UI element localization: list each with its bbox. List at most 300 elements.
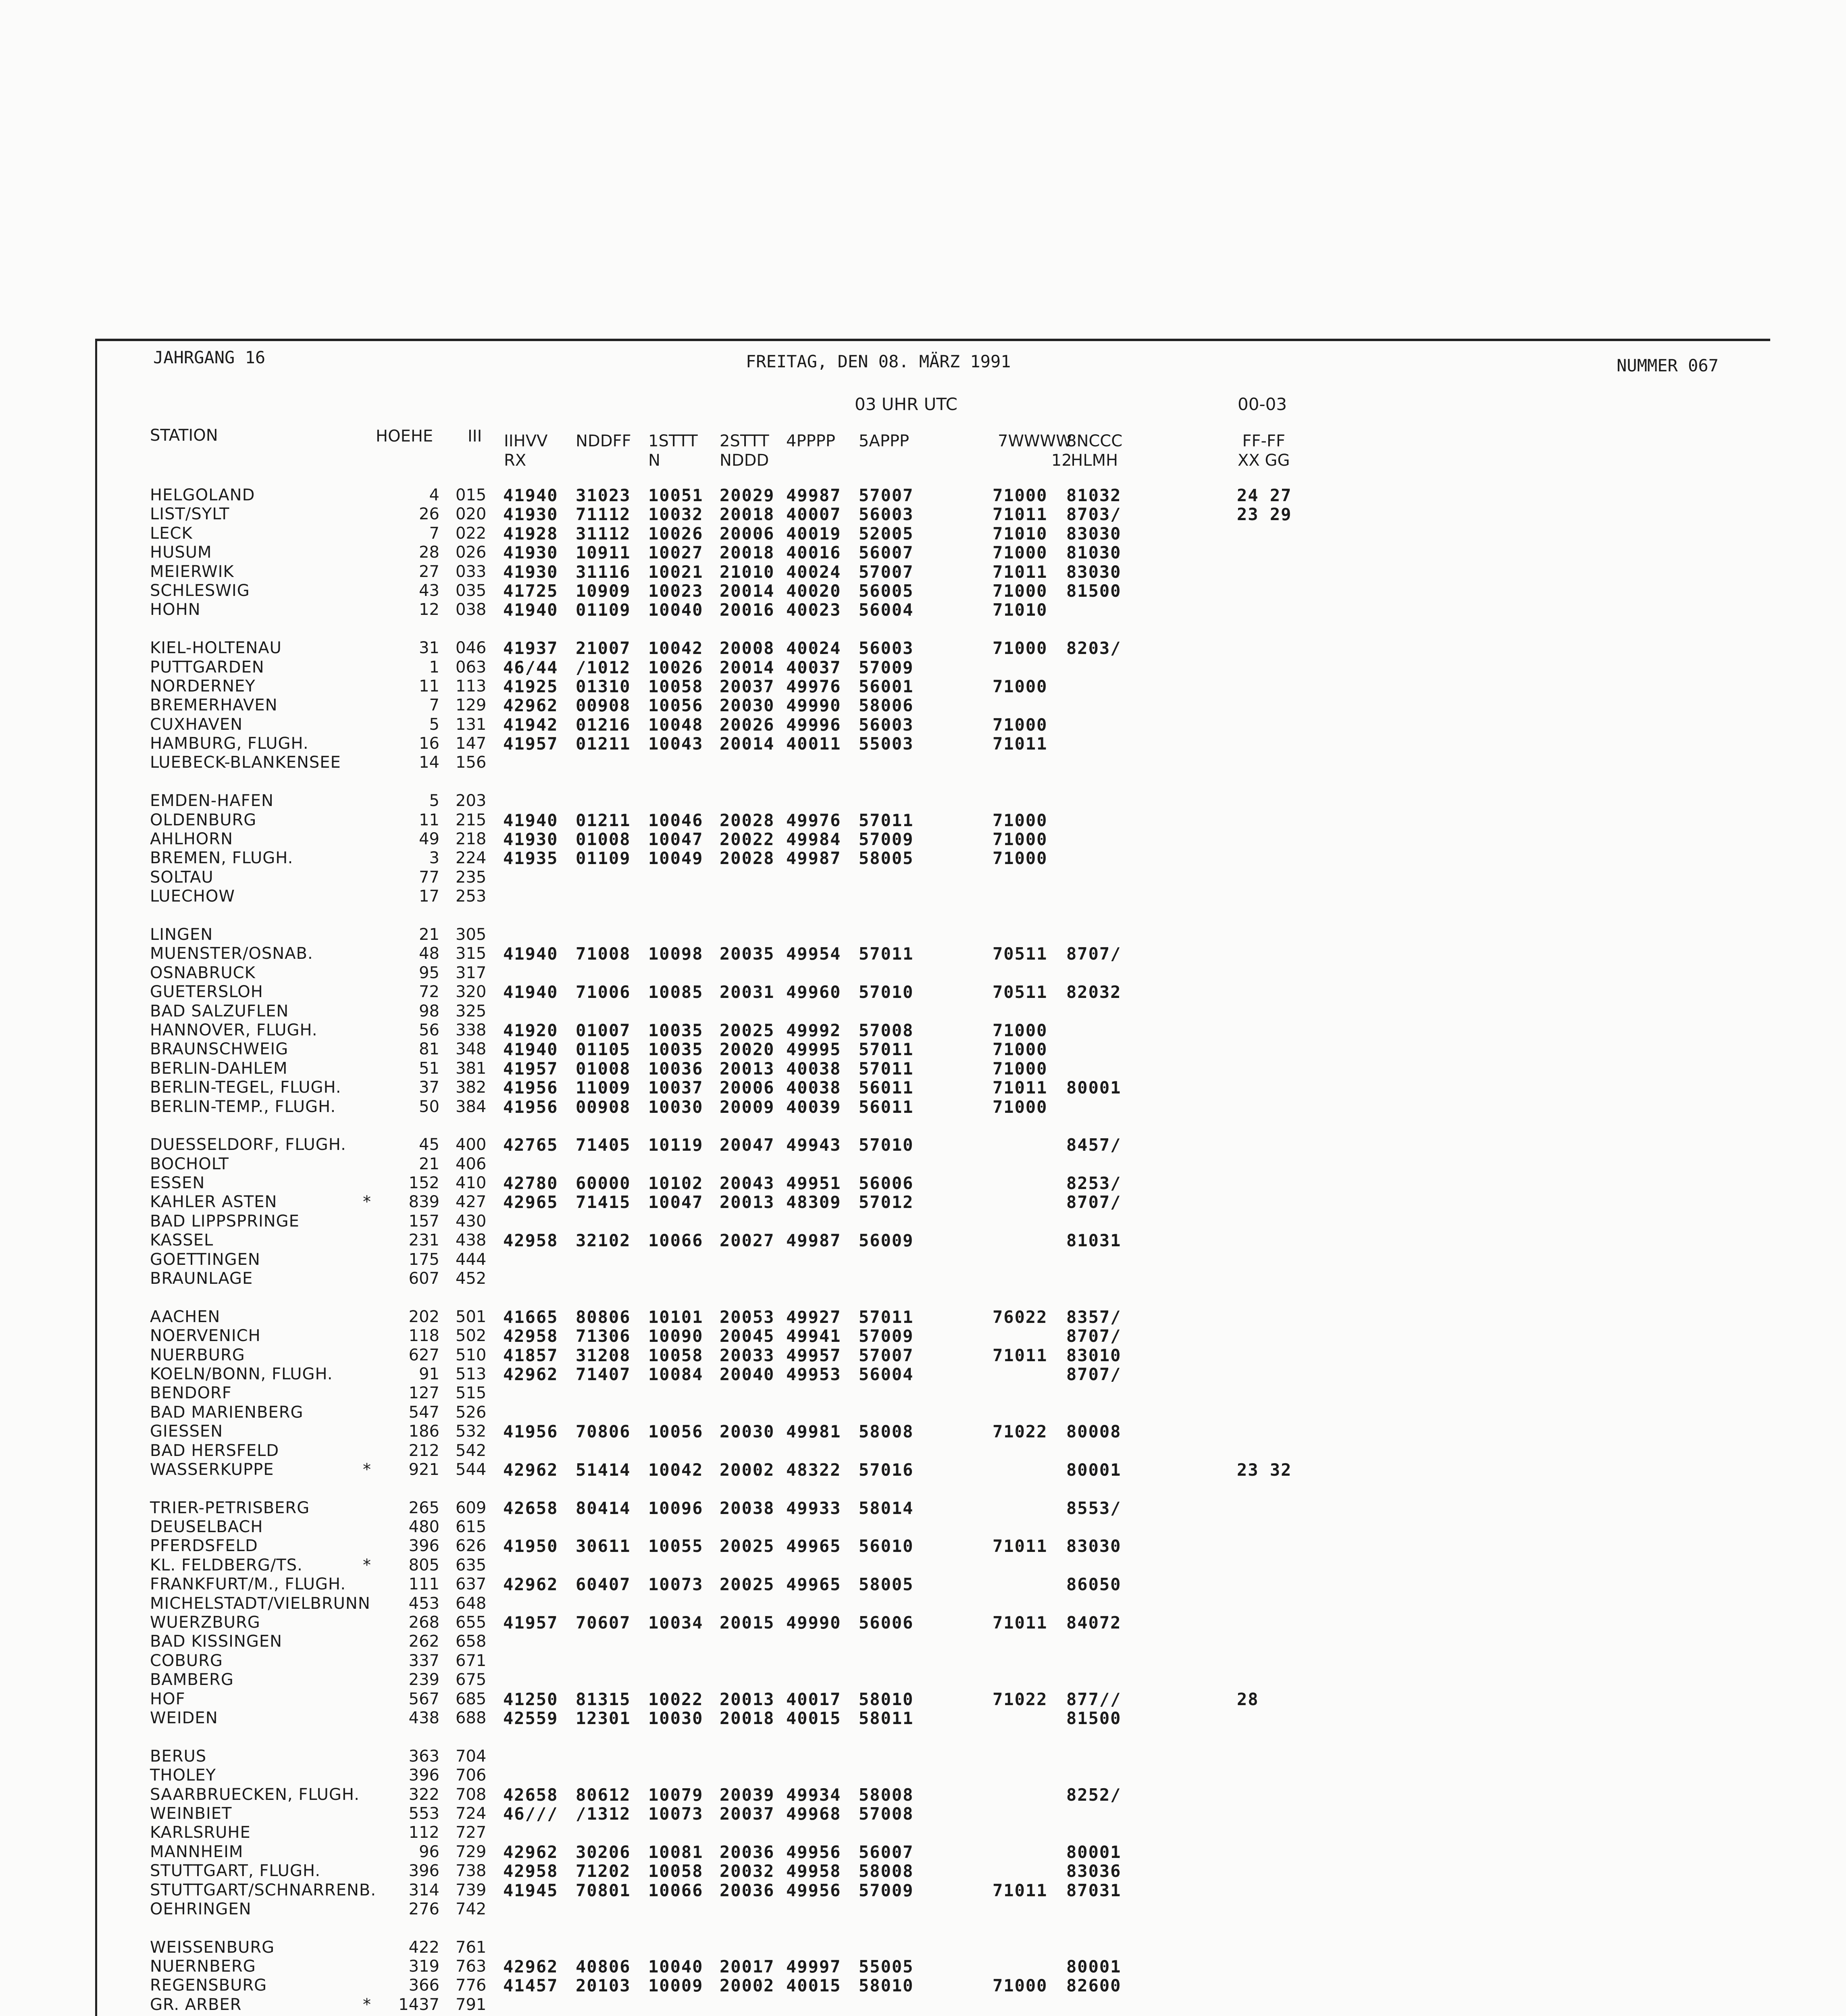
date-label: FREITAG, DEN 08. MÄRZ 1991: [746, 352, 1011, 371]
station-name: OSNABRUCK: [150, 963, 256, 982]
obs-group-6: 56004: [859, 1364, 914, 1384]
station-height: 396: [408, 1766, 439, 1785]
obs-group-7: 71000: [993, 810, 1048, 830]
obs-group-6: 57011: [859, 1058, 914, 1079]
obs-group-8: 8707/: [1066, 944, 1122, 964]
obs-group-3: 10058: [648, 676, 703, 696]
table-row: [0, 1098, 1846, 1116]
station-name: BERUS: [150, 1747, 207, 1766]
station-name: NOERVENICH: [150, 1327, 261, 1345]
station-height: 14: [419, 753, 439, 772]
obs-group-4: 20025: [720, 1020, 775, 1040]
obs-group-6: 56003: [859, 504, 914, 525]
obs-group-2: 30611: [576, 1536, 631, 1556]
station-height: 480: [408, 1518, 439, 1537]
table-row: [0, 753, 1846, 772]
obs-group-4: 20033: [720, 1345, 775, 1365]
station-name: FRANKFURT/M., FLUGH.: [150, 1575, 346, 1594]
obs-group-6: 58010: [859, 1689, 914, 1709]
table-row: [0, 1155, 1846, 1174]
obs-group-4: 20002: [720, 1976, 775, 1996]
obs-group-6: 52005: [859, 523, 914, 544]
obs-group-6: 57012: [859, 1192, 914, 1212]
obs-group-7: 71000: [993, 829, 1048, 850]
table-row: [0, 811, 1846, 830]
table-row: [0, 1365, 1846, 1384]
obs-group-6: 57011: [859, 944, 914, 964]
obs-group-2: 01310: [576, 676, 631, 696]
station-name: BERLIN-TEMP., FLUGH.: [150, 1097, 336, 1116]
station-height: 202: [408, 1307, 439, 1326]
obs-group-5: 40024: [786, 562, 841, 582]
obs-group-3: 10009: [648, 1976, 703, 1996]
station-name: WEISSENBURG: [150, 1938, 275, 1957]
obs-group-5: 49995: [786, 1039, 841, 1060]
station-height: 11: [419, 810, 439, 829]
obs-group-8: 8703/: [1066, 504, 1122, 525]
obs-group-8: 80001: [1066, 1957, 1122, 1977]
station-index: 320: [456, 983, 487, 1002]
station-name: KL. FELDBERG/TS.: [150, 1556, 303, 1574]
station-name: LUEBECK-BLANKENSEE: [150, 753, 341, 772]
obs-group-4: 20025: [720, 1536, 775, 1556]
obs-group-6: 57007: [859, 562, 914, 582]
col-g9: FF-FF XX GG: [1238, 432, 1290, 470]
obs-group-4: 20027: [720, 1231, 775, 1251]
station-height: 366: [408, 1976, 439, 1995]
obs-group-6: 55003: [859, 734, 914, 754]
obs-group-4: 20014: [720, 734, 775, 754]
obs-group-2: 60407: [576, 1574, 631, 1595]
obs-group-5: 49968: [786, 1804, 841, 1824]
obs-group-5: 40023: [786, 600, 841, 620]
obs-group-2: 11009: [576, 1078, 631, 1098]
station-name: BERLIN-TEGEL, FLUGH.: [150, 1078, 341, 1097]
obs-group-2: 71202: [576, 1861, 631, 1881]
obs-group-2: 01216: [576, 714, 631, 735]
obs-group-7: 71000: [993, 1020, 1048, 1040]
station-index: 742: [456, 1899, 487, 1918]
table-row: [0, 677, 1846, 696]
obs-group-4: 20036: [720, 1880, 775, 1900]
obs-group-3: 10085: [648, 982, 703, 1002]
obs-group-1: 41920: [503, 1020, 558, 1040]
obs-group-3: 10056: [648, 696, 703, 716]
station-index: 791: [456, 1995, 487, 2014]
station-name: KASSEL: [150, 1231, 214, 1250]
obs-group-2: 10911: [576, 543, 631, 563]
obs-group-7: 71010: [993, 523, 1048, 544]
obs-group-5: 49990: [786, 1613, 841, 1633]
table-row: [0, 1766, 1846, 1785]
station-name: BAD LIPPSPRINGE: [150, 1212, 300, 1231]
table-row: [0, 1881, 1846, 1900]
obs-group-3: 10035: [648, 1039, 703, 1060]
obs-group-3: 10066: [648, 1231, 703, 1251]
station-height: 77: [419, 868, 439, 887]
group-spacer: [0, 1728, 1846, 1747]
obs-group-4: 20037: [720, 1804, 775, 1824]
obs-group-1: 41665: [503, 1307, 558, 1327]
table-row: [0, 1537, 1846, 1556]
obs-group-6: 57007: [859, 485, 914, 505]
obs-group-1: 41930: [503, 543, 558, 563]
obs-group-3: 10084: [648, 1364, 703, 1384]
station-name: MEIERWIK: [150, 562, 234, 581]
obs-group-3: 10058: [648, 1345, 703, 1365]
station-index: 235: [456, 868, 487, 887]
station-name: HOHN: [150, 600, 201, 619]
col-g4: 2STTT NDDD: [720, 432, 769, 470]
obs-group-6: 58008: [859, 1422, 914, 1442]
obs-group-7: 71000: [993, 676, 1048, 696]
obs-group-4: 20002: [720, 1460, 775, 1480]
obs-group-1: 42962: [503, 1957, 558, 1977]
obs-group-6: 58011: [859, 1708, 914, 1728]
mountain-station-mark: *: [363, 1556, 371, 1574]
obs-group-7: 71011: [993, 504, 1048, 525]
table-row: [0, 1785, 1846, 1804]
obs-group-1: 41940: [503, 485, 558, 505]
col-g7: 7WWWW 12: [998, 432, 1072, 470]
station-name: WUERZBURG: [150, 1613, 260, 1632]
obs-group-8: 83036: [1066, 1861, 1122, 1881]
station-height: 276: [408, 1899, 439, 1918]
station-height: 152: [408, 1174, 439, 1193]
obs-group-6: 58014: [859, 1498, 914, 1518]
obs-group-4: 20017: [720, 1957, 775, 1977]
station-index: 763: [456, 1957, 487, 1976]
table-row: [0, 1346, 1846, 1365]
obs-group-2: 01105: [576, 1039, 631, 1060]
obs-group-4: 20008: [720, 638, 775, 658]
obs-group-8: 8253/: [1066, 1173, 1122, 1193]
obs-group-7: 71022: [993, 1422, 1048, 1442]
station-height: 422: [408, 1938, 439, 1957]
table-row: [0, 1499, 1846, 1518]
table-row: [0, 600, 1846, 619]
obs-group-5: 40011: [786, 734, 841, 754]
station-index: 739: [456, 1881, 487, 1899]
table-row: [0, 1212, 1846, 1231]
station-index: 671: [456, 1651, 487, 1670]
obs-group-5: 49953: [786, 1364, 841, 1384]
obs-group-4: 20022: [720, 829, 775, 850]
station-name: HANNOVER, FLUGH.: [150, 1020, 318, 1039]
table-row: [0, 1327, 1846, 1345]
col-g3: 1STTT N: [648, 432, 698, 470]
obs-group-6: 57009: [859, 1880, 914, 1900]
station-index: 410: [456, 1174, 487, 1193]
station-index: 626: [456, 1537, 487, 1556]
station-name: PUTTGARDEN: [150, 658, 264, 677]
station-index: 515: [456, 1384, 487, 1403]
obs-group-6: 56005: [859, 581, 914, 601]
mountain-station-mark: *: [363, 1193, 371, 1212]
obs-group-8: 86050: [1066, 1574, 1122, 1595]
obs-group-3: 10040: [648, 1957, 703, 1977]
obs-group-5: 40039: [786, 1097, 841, 1117]
obs-group-3: 10090: [648, 1326, 703, 1346]
station-index: 156: [456, 753, 487, 772]
obs-group-1: 41957: [503, 1058, 558, 1079]
station-index: 542: [456, 1441, 487, 1460]
obs-group-8: 81500: [1066, 1708, 1122, 1728]
obs-group-4: 20025: [720, 1574, 775, 1595]
obs-group-2: 51414: [576, 1460, 631, 1480]
table-row: [0, 1269, 1846, 1288]
station-height: 607: [408, 1269, 439, 1288]
obs-group-8: 81030: [1066, 543, 1122, 563]
station-index: 147: [456, 734, 487, 753]
obs-group-5: 40038: [786, 1058, 841, 1079]
obs-group-7: 71022: [993, 1689, 1048, 1709]
obs-group-1: 42958: [503, 1326, 558, 1346]
station-name: THOLEY: [150, 1766, 216, 1785]
table-row: [0, 1957, 1846, 1976]
station-index: 513: [456, 1364, 487, 1383]
station-index: 113: [456, 677, 487, 696]
obs-group-6: 55005: [859, 1957, 914, 1977]
obs-group-7: 71000: [993, 1058, 1048, 1079]
table-row: [0, 868, 1846, 887]
obs-group-5: 49976: [786, 810, 841, 830]
obs-group-4: 20014: [720, 657, 775, 677]
volume-label: JAHRGANG 16: [153, 348, 266, 367]
obs-group-7: 71011: [993, 1536, 1048, 1556]
station-height: 49: [419, 830, 439, 849]
station-name: HAMBURG, FLUGH.: [150, 734, 309, 753]
group-spacer: [0, 1116, 1846, 1135]
obs-group-3: 10056: [648, 1422, 703, 1442]
obs-group-3: 10032: [648, 504, 703, 525]
station-height: 805: [408, 1556, 439, 1574]
obs-group-8: 81032: [1066, 485, 1122, 505]
station-index: 444: [456, 1250, 487, 1269]
obs-group-4: 20028: [720, 810, 775, 830]
station-name: COBURG: [150, 1651, 223, 1670]
obs-group-8: 83030: [1066, 562, 1122, 582]
station-name: BAD KISSINGEN: [150, 1632, 283, 1651]
station-index: 658: [456, 1632, 487, 1651]
obs-group-7: 76022: [993, 1307, 1048, 1327]
station-name: PFERDSFELD: [150, 1537, 258, 1556]
obs-group-6: 56011: [859, 1078, 914, 1098]
station-height: 1: [429, 658, 439, 677]
obs-group-4: 20015: [720, 1613, 775, 1633]
table-row: [0, 1422, 1846, 1441]
station-height: 96: [419, 1842, 439, 1861]
obs-group-1: 41956: [503, 1097, 558, 1117]
table-row: [0, 1690, 1846, 1709]
table-row: [0, 983, 1846, 1002]
obs-group-6: 57011: [859, 1307, 914, 1327]
station-name: OEHRINGEN: [150, 1899, 252, 1918]
obs-group-5: 49987: [786, 485, 841, 505]
obs-group-5: 49960: [786, 982, 841, 1002]
obs-group-7: 71011: [993, 1880, 1048, 1900]
table-row: [0, 1231, 1846, 1250]
obs-group-6: 58008: [859, 1861, 914, 1881]
station-index: 430: [456, 1212, 487, 1231]
station-height: 51: [419, 1059, 439, 1078]
station-name: STUTTGART/SCHNARRENB.: [150, 1881, 377, 1899]
obs-group-5: 49987: [786, 848, 841, 868]
obs-group-1: 41928: [503, 523, 558, 544]
obs-group-5: 49954: [786, 944, 841, 964]
obs-group-5: 49956: [786, 1880, 841, 1900]
station-height: 839: [408, 1193, 439, 1212]
obs-group-7: 71000: [993, 848, 1048, 868]
obs-group-7: 71011: [993, 1613, 1048, 1633]
obs-group-8: 81500: [1066, 581, 1122, 601]
obs-group-7: 70511: [993, 944, 1048, 964]
obs-group-1: 42962: [503, 1574, 558, 1595]
station-index: 203: [456, 791, 487, 810]
col-g2: NDDFF: [576, 432, 631, 450]
obs-group-1: 42658: [503, 1498, 558, 1518]
station-index: 338: [456, 1020, 487, 1039]
station-height: 50: [419, 1097, 439, 1116]
obs-group-7: 71011: [993, 734, 1048, 754]
obs-group-6: 56007: [859, 1842, 914, 1862]
station-name: WEINBIET: [150, 1804, 232, 1823]
obs-group-2: 70607: [576, 1613, 631, 1633]
obs-group-2: 71407: [576, 1364, 631, 1384]
station-height: 3: [429, 849, 439, 868]
obs-group-9: 23 32: [1237, 1460, 1292, 1480]
obs-group-3: 10073: [648, 1574, 703, 1595]
obs-group-8: 8707/: [1066, 1192, 1122, 1212]
obs-group-6: 56003: [859, 714, 914, 735]
station-index: 655: [456, 1613, 487, 1632]
obs-group-6: 56009: [859, 1231, 914, 1251]
table-row: [0, 1709, 1846, 1728]
obs-group-1: 41457: [503, 1976, 558, 1996]
col-g5: 4PPPP: [786, 432, 835, 450]
station-height: 56: [419, 1020, 439, 1039]
obs-group-5: 49984: [786, 829, 841, 850]
station-table: [0, 486, 1846, 2016]
obs-group-8: 83010: [1066, 1345, 1122, 1365]
station-index: 224: [456, 849, 487, 868]
obs-group-8: 87031: [1066, 1880, 1122, 1900]
station-height: 322: [408, 1785, 439, 1804]
table-row: [0, 1594, 1846, 1613]
table-row: [0, 887, 1846, 906]
obs-group-4: 20038: [720, 1498, 775, 1518]
obs-group-3: 10040: [648, 600, 703, 620]
obs-group-2: 71405: [576, 1135, 631, 1155]
obs-group-3: 10026: [648, 657, 703, 677]
table-row: [0, 1308, 1846, 1327]
obs-group-2: 00908: [576, 696, 631, 716]
station-name: NUERBURG: [150, 1345, 245, 1364]
obs-group-4: 20032: [720, 1861, 775, 1881]
station-index: 685: [456, 1689, 487, 1708]
obs-group-2: 60000: [576, 1173, 631, 1193]
table-row: [0, 1575, 1846, 1594]
obs-group-7: 71000: [993, 714, 1048, 735]
table-row: [0, 1250, 1846, 1269]
obs-group-1: 41937: [503, 638, 558, 658]
col-g8: 8NCCC HLMH: [1066, 432, 1123, 470]
table-row: [0, 1843, 1846, 1862]
station-name: WEIDEN: [150, 1709, 218, 1727]
obs-group-7: 71000: [993, 485, 1048, 505]
station-height: 28: [419, 543, 439, 562]
obs-group-2: 00908: [576, 1097, 631, 1117]
table-row: [0, 1002, 1846, 1021]
obs-group-2: 71306: [576, 1326, 631, 1346]
station-name: BAD HERSFELD: [150, 1441, 279, 1460]
station-index: 438: [456, 1231, 487, 1250]
obs-group-3: 10046: [648, 810, 703, 830]
station-height: 547: [408, 1403, 439, 1422]
obs-group-1: 41957: [503, 734, 558, 754]
obs-group-5: 49934: [786, 1785, 841, 1805]
table-row: [0, 1613, 1846, 1632]
obs-group-3: 10043: [648, 734, 703, 754]
station-index: 761: [456, 1938, 487, 1957]
station-height: 921: [408, 1460, 439, 1479]
group-spacer: [0, 2014, 1846, 2016]
obs-group-2: 20103: [576, 1976, 631, 1996]
obs-group-1: 42958: [503, 1231, 558, 1251]
obs-group-8: 877//: [1066, 1689, 1122, 1709]
obs-group-2: 31112: [576, 523, 631, 544]
station-index: 022: [456, 524, 487, 543]
obs-group-4: 20016: [720, 600, 775, 620]
obs-group-4: 20013: [720, 1058, 775, 1079]
obs-group-6: 57010: [859, 982, 914, 1002]
station-height: 175: [408, 1250, 439, 1269]
station-name: AACHEN: [150, 1307, 221, 1326]
obs-group-5: 49997: [786, 1957, 841, 1977]
station-index: 648: [456, 1594, 487, 1613]
station-name: HOF: [150, 1689, 185, 1708]
station-height: 553: [408, 1804, 439, 1823]
table-row: [0, 1040, 1846, 1059]
obs-group-8: 82600: [1066, 1976, 1122, 1996]
station-name: KARLSRUHE: [150, 1823, 251, 1842]
mountain-station-mark: *: [363, 1460, 371, 1479]
station-height: 157: [408, 1212, 439, 1231]
table-row: [0, 830, 1846, 849]
station-name: DUESSELDORF, FLUGH.: [150, 1135, 346, 1154]
obs-group-5: 49996: [786, 714, 841, 735]
station-index: 706: [456, 1766, 487, 1785]
obs-group-1: 41925: [503, 676, 558, 696]
table-row: [0, 543, 1846, 562]
obs-group-4: 20043: [720, 1173, 775, 1193]
obs-group-2: 80414: [576, 1498, 631, 1518]
station-height: 127: [408, 1384, 439, 1403]
station-height: 186: [408, 1422, 439, 1441]
station-height: 268: [408, 1613, 439, 1632]
col-hoehe: HOEHE: [376, 427, 433, 446]
obs-group-3: 10066: [648, 1880, 703, 1900]
obs-group-4: 20018: [720, 543, 775, 563]
station-height: 239: [408, 1670, 439, 1689]
obs-group-8: 80001: [1066, 1460, 1122, 1480]
station-index: 526: [456, 1403, 487, 1422]
obs-group-4: 20053: [720, 1307, 775, 1327]
station-height: 231: [408, 1231, 439, 1250]
obs-group-8: 8357/: [1066, 1307, 1122, 1327]
obs-group-8: 8707/: [1066, 1326, 1122, 1346]
station-index: 020: [456, 505, 487, 524]
